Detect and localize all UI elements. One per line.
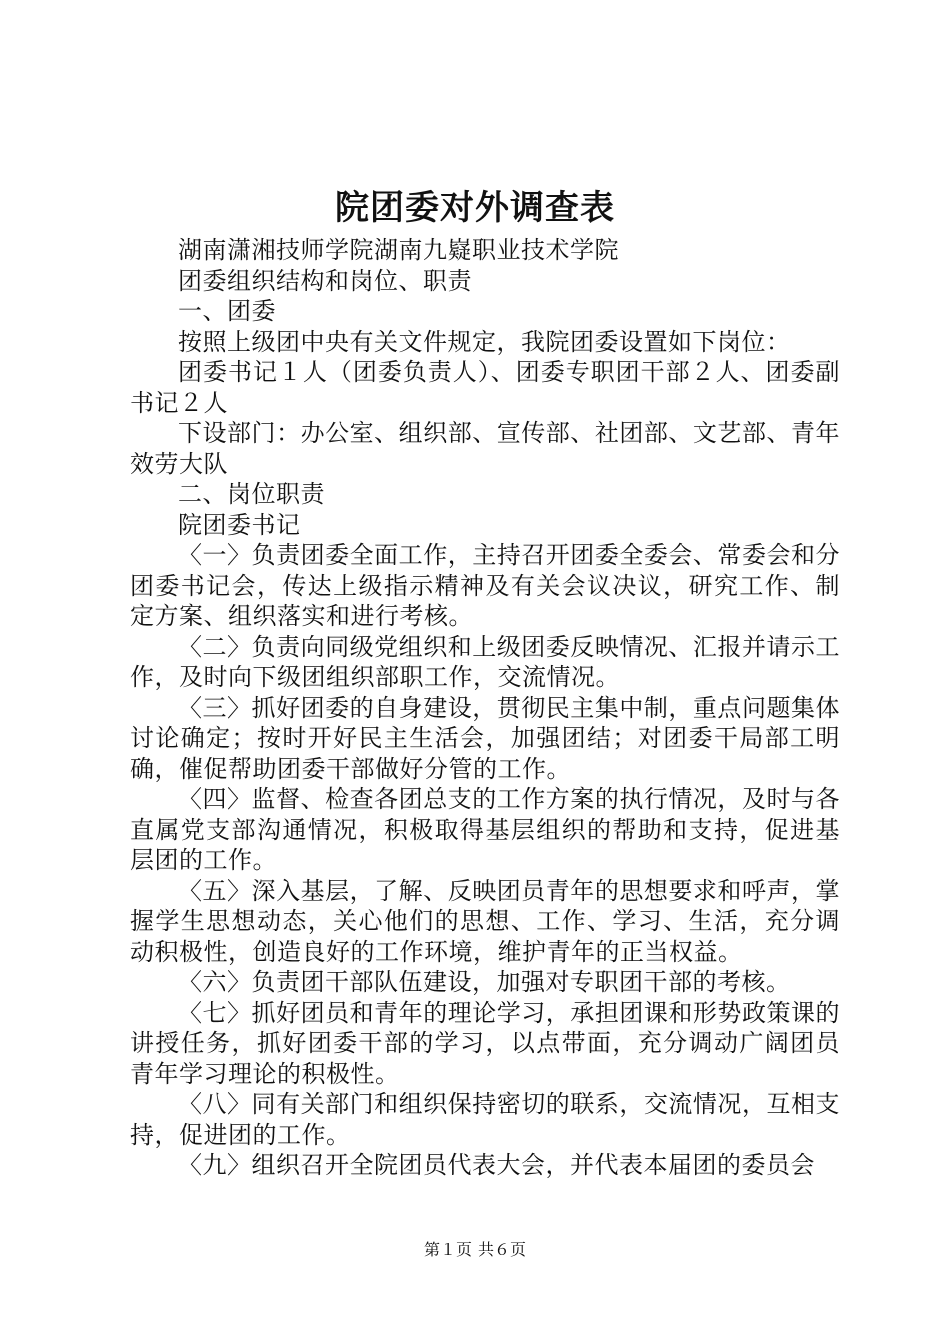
paragraph: 〈九〉组织召开全院团员代表大会，并代表本届团的委员会 <box>178 1151 815 1179</box>
paragraph: 湖南潇湘技师学院湖南九嶷职业技术学院 <box>178 236 619 264</box>
paragraph: 院团委书记 <box>178 510 301 539</box>
page-footer <box>0 1238 950 1262</box>
paragraph: 〈二〉负责向同级党组织和上级团委反映情况、汇报并请示工作，及时向下级团组织部职工作，交流情况。 <box>130 632 840 691</box>
paragraph: 二、岗位职责 <box>178 480 325 508</box>
paragraph: 〈五〉深入基层，了解、反映团员青年的思想要求和呼声，掌握学生思想动态，关心他们的思想、工作、学习、生活，充分调动积极性，创造良好的工作环境，维护青年的正当权益。 <box>130 876 840 966</box>
paragraph: 〈四〉监督、检查各团总支的工作方案的执行情况，及时与各直属党支部沟通情况，积极取得基层组织的帮助和支持，促进基层团的工作。 <box>130 785 840 874</box>
paragraph: 〈三〉抓好团委的自身建设，贯彻民主集中制，重点问题集体讨论确定；按时开好民主生活会，加强团结；对团委干局部工明确，催促帮助团委干部做好分管的工作。 <box>130 693 840 783</box>
paragraph: 〈六〉负责团干部队伍建设，加强对专职团干部的考核。 <box>178 968 791 996</box>
paragraph: 团委组织结构和岗位、职责 <box>178 266 472 295</box>
document-body <box>130 235 840 1181</box>
paragraph: 下设部门：办公室、组织部、宣传部、社团部、文艺部、青年效劳大队 <box>130 419 840 478</box>
paragraph: 团委书记１人（团委负责人）、团委专职团干部２人、团委副书记２人 <box>130 358 840 417</box>
paragraph: 〈七〉抓好团员和青年的理论学习，承担团课和形势政策课的讲授任务，抓好团委干部的学习，以点带面，充分调动广阔团员青年学习理论的积极性。 <box>130 998 840 1088</box>
document-title: 院团委对外调查表 <box>335 188 615 228</box>
page-total: 共６页 <box>478 1240 527 1259</box>
paragraph: 一、团委 <box>178 297 276 325</box>
page-number: 第１页 <box>423 1240 472 1259</box>
paragraph: 〈一〉负责团委全面工作，主持召开团委全委会、常委会和分团委书记会，传达上级指示精神及有关会议决议，研究工作、制定方案、组织落实和进行考核。 <box>130 541 840 630</box>
paragraph: 按照上级团中央有关文件规定，我院团委设置如下岗位： <box>178 327 791 356</box>
paragraph: 〈八〉同有关部门和组织保持密切的联系，交流情况，互相支持，促进团的工作。 <box>130 1090 840 1149</box>
